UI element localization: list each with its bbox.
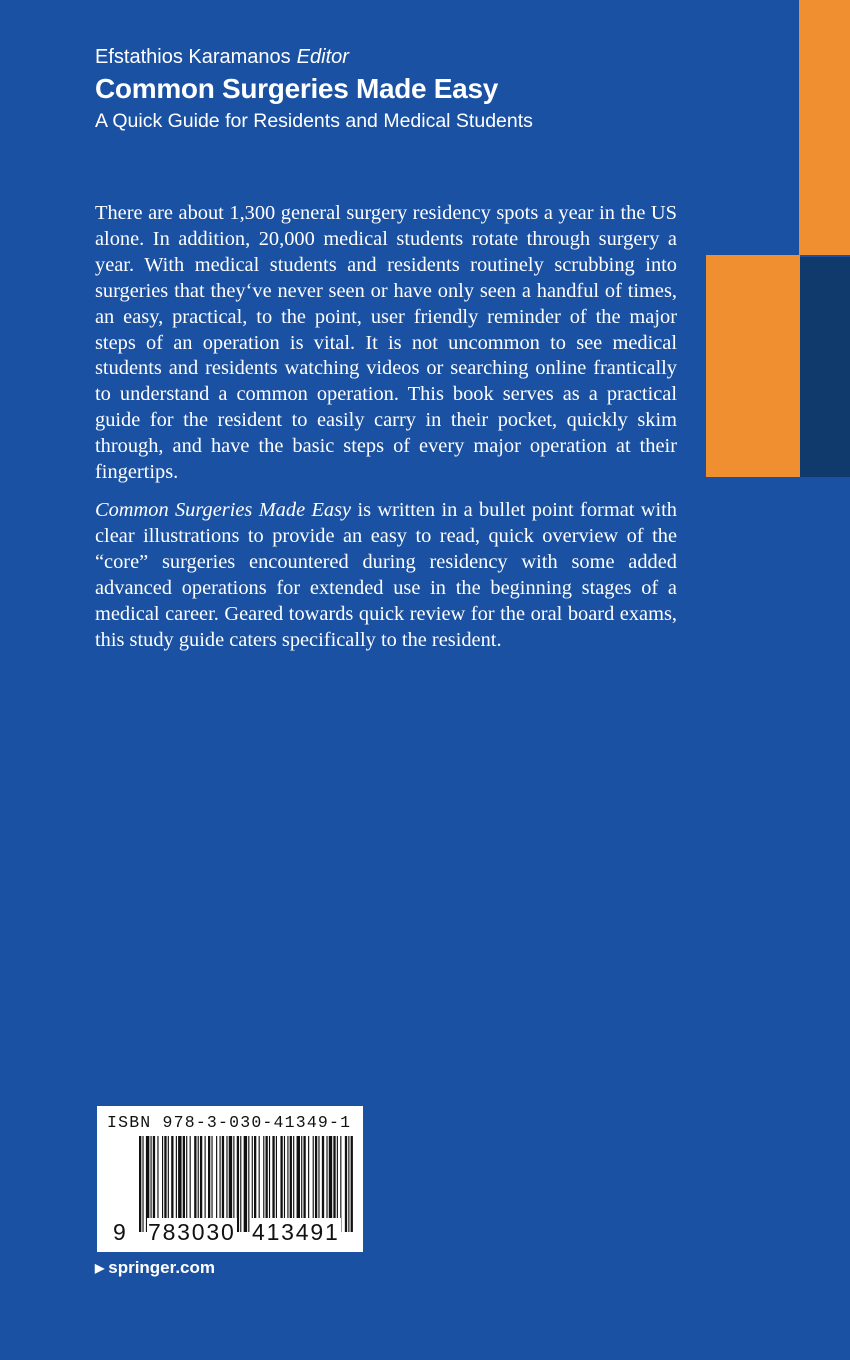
editor-name: Efstathios Karamanos: [95, 46, 291, 68]
barcode-bar: [244, 1136, 247, 1232]
isbn-label: ISBN 978-3-030-41349-1: [107, 1113, 352, 1132]
barcode-bar: [139, 1136, 141, 1232]
blurb-paragraph-1: There are about 1,300 general surgery residency spots a year in the US alone. In addition, 20,000 medical students rotate through surgery a year. With medical students and residents routinely scrubbing into surgeries that they‘ve never seen or have only seen a handful of times, an easy, practical, to the point, user friendly reminder of the major steps of an operation is vital. It is not uncommon to see medical students and residents watching videos or searching online frantically to understand a common operation. This book serves as a practical guide for the resident to easily carry in their pocket, quickly skim through, and have the basic steps of every major operation at their fingertips.: [95, 202, 677, 484]
blurb-paragraph-2-text: is written in a bullet point format with clear illustrations to provide an easy to read, quick overview of the “core” surgeries encountered during residency with some added advanced operations for extended use in the beginning stages of a medical career. Geared towards quick review for the oral board exams, this study guide caters specifically to the resident.: [95, 498, 677, 651]
book-title: Common Surgeries Made Easy: [95, 73, 498, 104]
barcode-bar: [142, 1136, 143, 1232]
publisher-url: springer.com: [108, 1258, 215, 1277]
book-header: [95, 44, 533, 134]
arrow-right-icon: ▶: [95, 1261, 105, 1275]
decorative-orange-bar-top: [799, 0, 850, 255]
blurb-paragraph-2: [95, 498, 677, 653]
editor-line: [95, 44, 533, 70]
decorative-orange-block: [706, 255, 800, 477]
barcode-bar: [348, 1136, 349, 1232]
barcode-digits-left: 783030: [148, 1219, 236, 1245]
barcode-bar: [345, 1136, 347, 1232]
barcode-bar: [240, 1136, 241, 1232]
publisher-link[interactable]: [95, 1258, 215, 1278]
barcode-bar: [237, 1136, 239, 1232]
isbn-barcode-box: [97, 1106, 363, 1252]
barcode-digits-right: 413491: [252, 1219, 340, 1245]
editor-role: Editor: [296, 46, 349, 68]
book-subtitle: A Quick Guide for Residents and Medical Students: [95, 110, 533, 132]
decorative-navy-block: [800, 257, 850, 477]
barcode-bar: [248, 1136, 249, 1232]
blurb-book-title: Common Surgeries Made Easy: [95, 498, 352, 521]
barcode-bar: [351, 1136, 353, 1232]
back-cover-blurb: [95, 201, 677, 653]
barcode-digit-first: 9: [113, 1219, 126, 1245]
